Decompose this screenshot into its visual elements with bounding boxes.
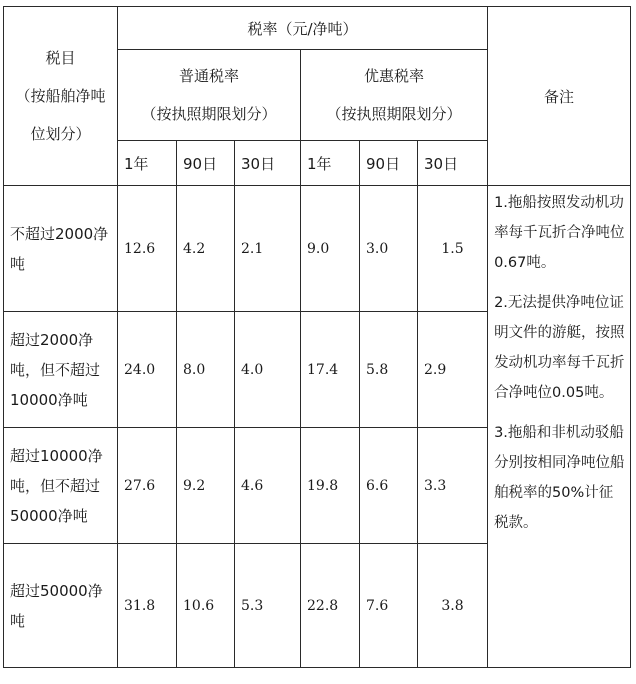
rate-cell: 19.8 — [301, 428, 360, 544]
rate-cell: 17.4 — [301, 312, 360, 428]
rate-cell: 5.3 — [235, 544, 301, 668]
header-rate: 税率（元/净吨） — [118, 7, 488, 50]
header-period-cell: 30日 — [418, 141, 488, 186]
tax-rate-table — [3, 6, 631, 668]
rate-cell: 7.6 — [360, 544, 418, 668]
rate-cell: 2.9 — [418, 312, 488, 428]
notes-cell — [488, 186, 631, 668]
rate-cell: 24.0 — [118, 312, 177, 428]
rate-cell: 9.0 — [301, 186, 360, 312]
header-period-cell: 30日 — [235, 141, 301, 186]
row-label: 不超过2000净吨 — [4, 186, 118, 312]
rate-cell: 27.6 — [118, 428, 177, 544]
rate-cell: 12.6 — [118, 186, 177, 312]
table-row — [4, 186, 631, 312]
rate-cell: 2.1 — [235, 186, 301, 312]
note-item: 2.无法提供净吨位证明文件的游艇，按照发动机功率每千瓦折合净吨位0.05吨。 — [494, 295, 625, 401]
rate-cell: 10.6 — [177, 544, 235, 668]
rate-cell: 4.6 — [235, 428, 301, 544]
header-item-line2: （按船舶净吨 — [15, 87, 106, 105]
header-period-cell: 1年 — [301, 141, 360, 186]
header-item-line1: 税目 — [45, 49, 76, 67]
header-period-cell: 90日 — [360, 141, 418, 186]
header-preferential-line2: （按执照期限划分） — [326, 105, 462, 123]
rate-cell: 4.2 — [177, 186, 235, 312]
rate-cell: 1.5 — [418, 186, 488, 312]
header-period-cell: 90日 — [177, 141, 235, 186]
note-item: 3.拖船和非机动驳船分别按相同净吨位船舶税率的50%计征税款。 — [494, 425, 625, 531]
header-note: 备注 — [488, 7, 631, 186]
rate-cell: 8.0 — [177, 312, 235, 428]
row-label: 超过2000净吨，但不超过10000净吨 — [4, 312, 118, 428]
header-preferential-line1: 优惠税率 — [364, 67, 425, 85]
rate-cell: 3.3 — [418, 428, 488, 544]
rate-cell: 5.8 — [360, 312, 418, 428]
header-item-cell — [4, 7, 118, 186]
header-normal-rate — [118, 50, 301, 141]
row-label: 超过10000净吨，但不超过50000净吨 — [4, 428, 118, 544]
note-item: 1.拖船按照发动机功率每千瓦折合净吨位0.67吨。 — [494, 195, 625, 271]
header-preferential-rate — [301, 50, 488, 141]
header-period-cell: 1年 — [118, 141, 177, 186]
rate-cell: 3.8 — [418, 544, 488, 668]
rate-cell: 31.8 — [118, 544, 177, 668]
rate-cell: 3.0 — [360, 186, 418, 312]
rate-cell: 4.0 — [235, 312, 301, 428]
header-normal-line1: 普通税率 — [178, 67, 239, 85]
row-label: 超过50000净吨 — [4, 544, 118, 668]
header-normal-line2: （按执照期限划分） — [141, 105, 277, 123]
rate-cell: 9.2 — [177, 428, 235, 544]
rate-cell: 6.6 — [360, 428, 418, 544]
rate-cell: 22.8 — [301, 544, 360, 668]
header-item-line3: 位划分） — [30, 125, 91, 143]
